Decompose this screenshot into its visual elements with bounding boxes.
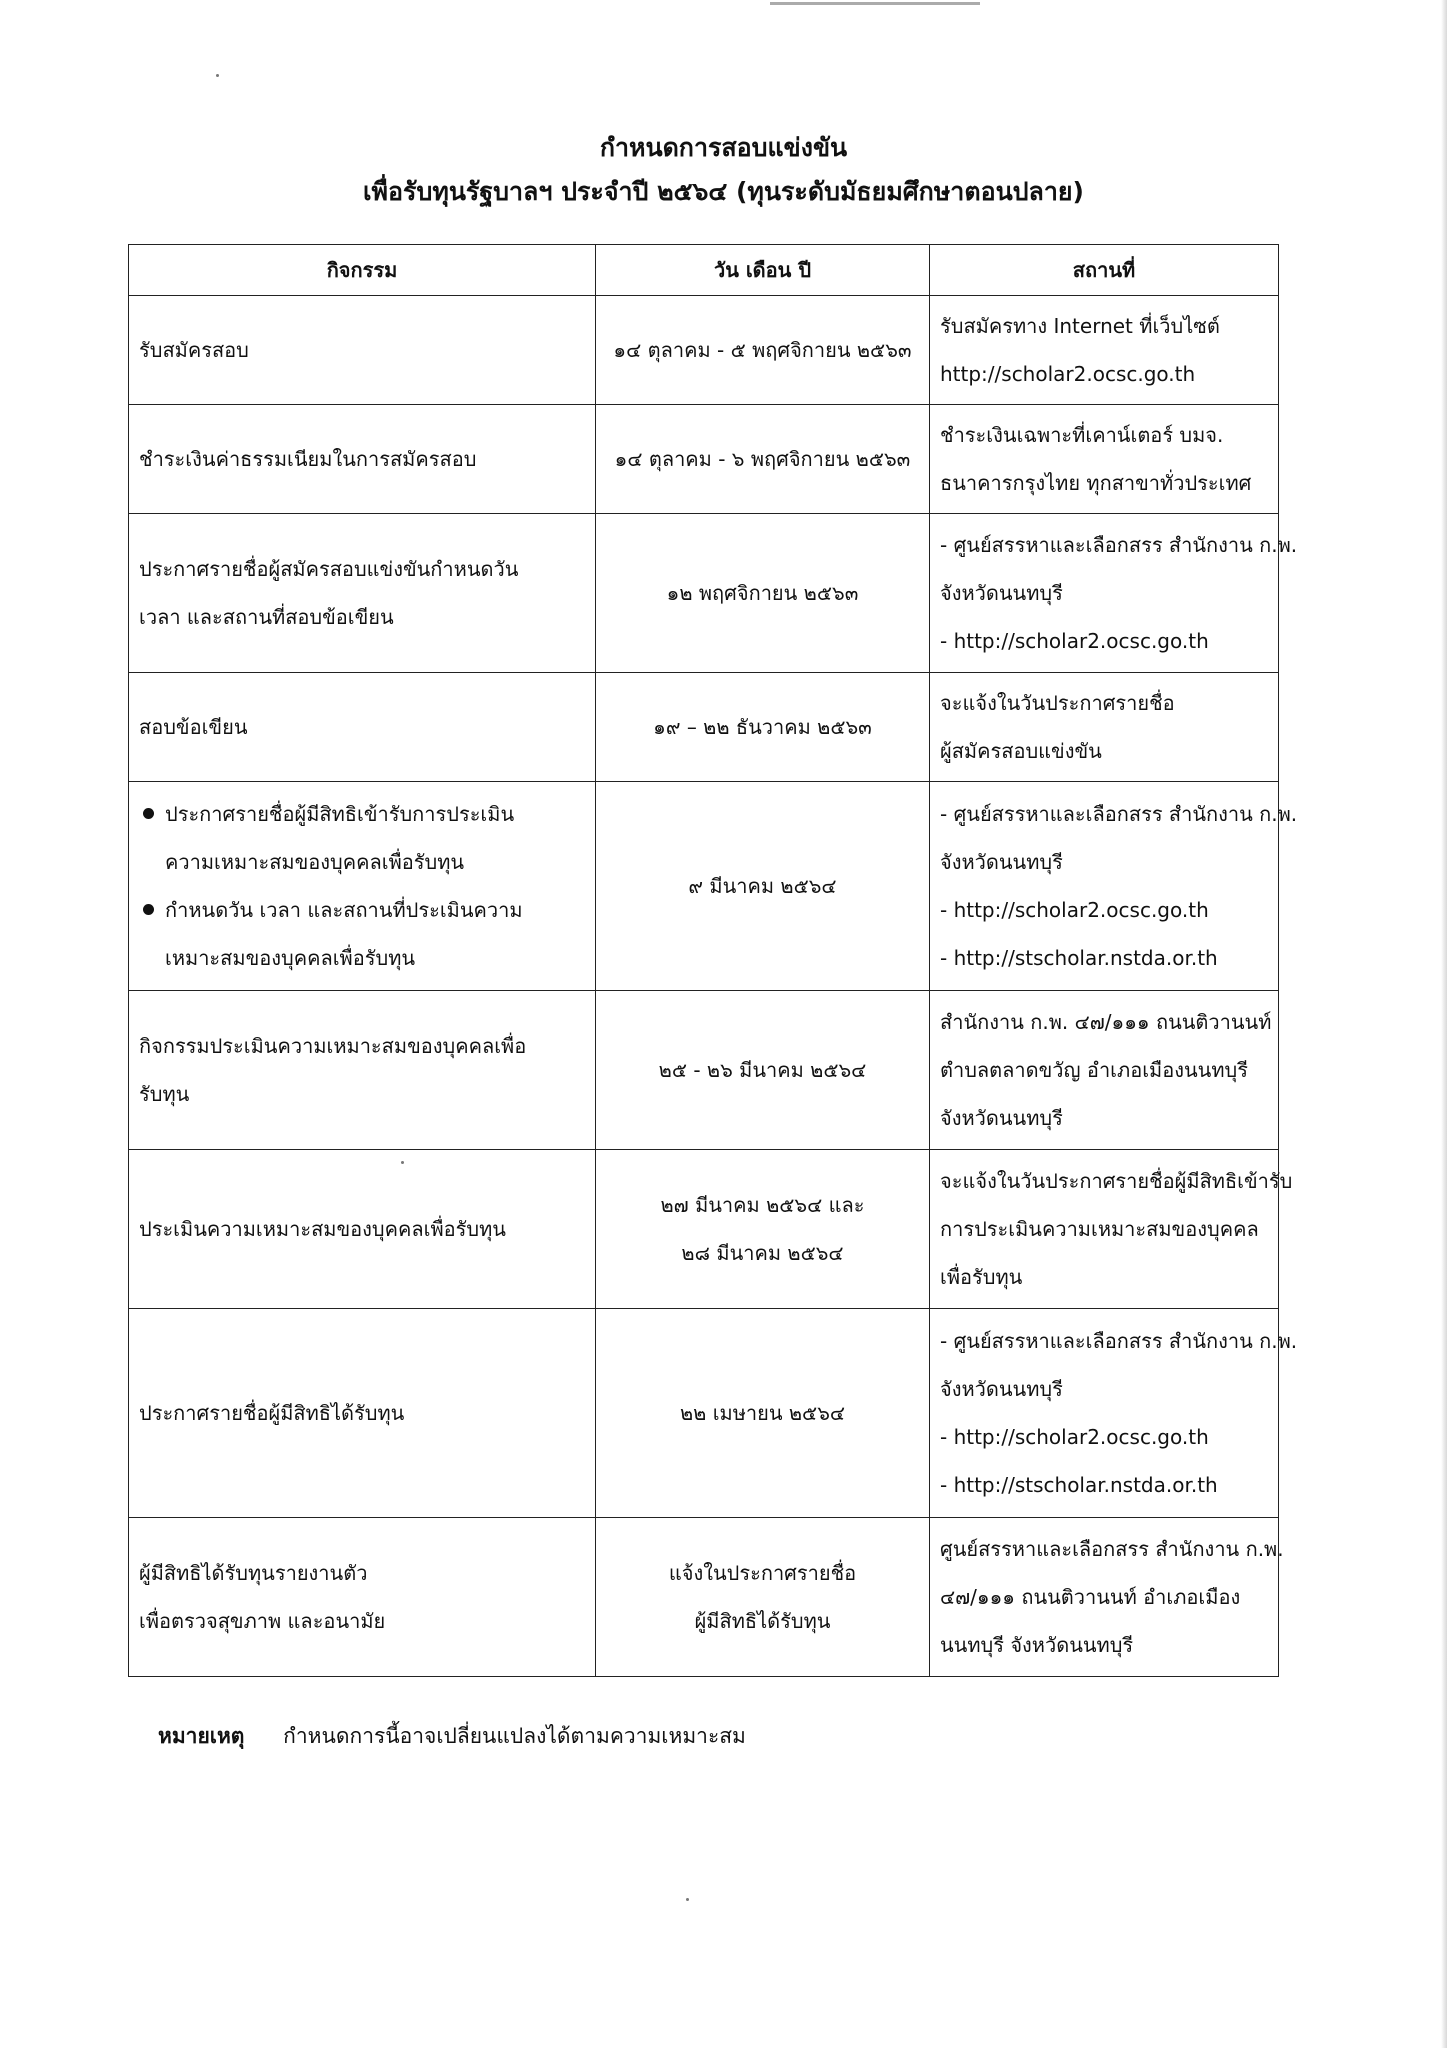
place-text: ตำบลตลาดขวัญ อำเภอเมืองนนทบุรี [940, 1058, 1248, 1082]
place-text: - ศูนย์สรรหาและเลือกสรร สำนักงาน ก.พ. [940, 1329, 1298, 1353]
date-cell [596, 782, 930, 991]
table-row [129, 673, 1279, 782]
place-text: จังหวัดนนทบุรี [940, 850, 1063, 874]
column-header-date: วัน เดือน ปี [596, 245, 930, 296]
date-cell [596, 1150, 930, 1309]
date-cell [596, 1518, 930, 1677]
date-cell [596, 673, 930, 782]
place-cell [930, 782, 1298, 991]
activity-cell [129, 296, 596, 405]
activity-text: ความเหมาะสมของบุคคลเพื่อรับทุน [165, 850, 465, 874]
place-text: ผู้สมัครสอบแข่งขัน [940, 739, 1102, 763]
place-cell [930, 405, 1279, 514]
activity-text: เหมาะสมของบุคคลเพื่อรับทุน [165, 946, 416, 970]
date-text: ๑๙ – ๒๒ ธันวาคม ๒๕๖๓ [653, 715, 872, 739]
bullet-item [139, 886, 585, 982]
place-text: ๔๗/๑๑๑ ถนนติวานนท์ อำเภอเมือง [940, 1585, 1241, 1609]
place-text: เพื่อรับทุน [940, 1265, 1023, 1289]
activity-text: รับสมัครสอบ [139, 338, 249, 362]
date-text: ๙ มีนาคม ๒๕๖๔ [688, 874, 837, 898]
activity-cell [129, 782, 596, 991]
activity-text: สอบข้อเขียน [139, 715, 248, 739]
place-text: ศูนย์สรรหาและเลือกสรร สำนักงาน ก.พ. [940, 1537, 1284, 1561]
place-text: รับสมัครทาง Internet ที่เว็บไซต์ [940, 314, 1220, 338]
activity-text: ผู้มีสิทธิได้รับทุนรายงานตัว [139, 1561, 368, 1585]
activity-text: ประกาศรายชื่อผู้สมัครสอบแข่งขันกำหนดวัน [139, 557, 519, 581]
activity-text: เวลา และสถานที่สอบข้อเขียน [139, 605, 394, 629]
activity-text: รับทุน [139, 1082, 190, 1106]
activity-cell [129, 1309, 596, 1518]
activity-cell [129, 405, 596, 514]
place-cell [930, 991, 1279, 1150]
activity-text: ชำระเงินค่าธรรมเนียมในการสมัครสอบ [139, 447, 477, 471]
date-cell [596, 991, 930, 1150]
place-cell [930, 1150, 1293, 1309]
place-link: - http://scholar2.ocsc.go.th [940, 1425, 1209, 1449]
date-cell [596, 514, 930, 673]
date-text: ๒๒ เมษายน ๒๕๖๔ [679, 1401, 846, 1425]
place-cell [930, 1518, 1284, 1677]
footnote-text: กำหนดการนี้อาจเปลี่ยนแปลงได้ตามความเหมาะสม [283, 1724, 746, 1748]
place-link: - http://stscholar.nstda.or.th [940, 1473, 1218, 1497]
scan-edge-mark [770, 2, 980, 5]
place-text: นนทบุรี จังหวัดนนทบุรี [940, 1633, 1134, 1657]
place-text: จะแจ้งในวันประกาศรายชื่อ [940, 691, 1175, 715]
table-row [129, 405, 1279, 514]
place-cell [930, 514, 1298, 673]
date-text: ๒๕ - ๒๖ มีนาคม ๒๕๖๔ [658, 1058, 867, 1082]
document-subtitle: เพื่อรับทุนรัฐบาลฯ ประจำปี ๒๕๖๔ (ทุนระดับมัธยมศึกษาตอนปลาย) [363, 177, 1084, 206]
place-text: ชำระเงินเฉพาะที่เคาน์เตอร์ บมจ. [940, 423, 1224, 447]
date-text: ๒๘ มีนาคม ๒๕๖๔ [681, 1241, 844, 1265]
activity-text: ประกาศรายชื่อผู้มีสิทธิเข้ารับการประเมิน [165, 802, 515, 826]
activity-text: ประเมินความเหมาะสมของบุคคลเพื่อรับทุน [139, 1217, 506, 1241]
date-text: ๑๔ ตุลาคม - ๕ พฤศจิกายน ๒๕๖๓ [613, 338, 912, 362]
activity-text: ประกาศรายชื่อผู้มีสิทธิได้รับทุน [139, 1401, 405, 1425]
table-header-row [129, 245, 1279, 296]
activity-cell [129, 673, 596, 782]
column-header-place: สถานที่ [930, 245, 1279, 296]
bullet-item [139, 790, 585, 886]
table-row [129, 1309, 1279, 1518]
date-cell [596, 405, 930, 514]
place-text: ธนาคารกรุงไทย ทุกสาขาทั่วประเทศ [940, 471, 1252, 495]
place-text: จังหวัดนนทบุรี [940, 581, 1063, 605]
table-row [129, 991, 1279, 1150]
date-text: ๒๗ มีนาคม ๒๕๖๔ และ [660, 1193, 865, 1217]
scan-speck [686, 1898, 689, 1901]
activity-text: กิจกรรมประเมินความเหมาะสมของบุคคลเพื่อ [139, 1034, 527, 1058]
place-text: จะแจ้งในวันประกาศรายชื่อผู้มีสิทธิเข้ารับ [940, 1169, 1293, 1193]
footnote-label: หมายเหตุ [158, 1724, 245, 1748]
place-cell [930, 1309, 1298, 1518]
scan-speck [216, 74, 219, 77]
place-text: จังหวัดนนทบุรี [940, 1377, 1063, 1401]
column-header-activity: กิจกรรม [129, 245, 596, 296]
activity-cell [129, 1518, 596, 1677]
place-link: - http://scholar2.ocsc.go.th [940, 898, 1209, 922]
place-cell [930, 673, 1279, 782]
table-row [129, 782, 1279, 991]
table-row [129, 514, 1279, 673]
date-cell [596, 296, 930, 405]
activity-cell [129, 991, 596, 1150]
date-text: ผู้มีสิทธิได้รับทุน [694, 1609, 831, 1633]
activity-cell [129, 514, 596, 673]
place-text: การประเมินความเหมาะสมของบุคคล [940, 1217, 1259, 1241]
place-link: http://scholar2.ocsc.go.th [940, 362, 1196, 386]
date-text: ๑๒ พฤศจิกายน ๒๕๖๓ [666, 581, 859, 605]
date-cell [596, 1309, 930, 1518]
date-text: ๑๔ ตุลาคม - ๖ พฤศจิกายน ๒๕๖๓ [614, 447, 911, 471]
place-link: - http://scholar2.ocsc.go.th [940, 629, 1209, 653]
activity-text: กำหนดวัน เวลา และสถานที่ประเมินความ [165, 898, 523, 922]
activity-cell [129, 1150, 596, 1309]
place-text: จังหวัดนนทบุรี [940, 1106, 1063, 1130]
place-text: - ศูนย์สรรหาและเลือกสรร สำนักงาน ก.พ. [940, 533, 1298, 557]
activity-text: เพื่อตรวจสุขภาพ และอนามัย [139, 1609, 386, 1633]
place-link: - http://stscholar.nstda.or.th [940, 946, 1218, 970]
scan-right-edge [1441, 0, 1447, 2048]
table-row [129, 296, 1279, 405]
schedule-table [128, 244, 1298, 1677]
place-cell [930, 296, 1279, 405]
table-row [129, 1518, 1279, 1677]
date-text: แจ้งในประกาศรายชื่อ [668, 1561, 857, 1585]
table-row [129, 1150, 1279, 1309]
footnote [158, 1716, 746, 1756]
place-text: - ศูนย์สรรหาและเลือกสรร สำนักงาน ก.พ. [940, 802, 1298, 826]
place-text: สำนักงาน ก.พ. ๔๗/๑๑๑ ถนนติวานนท์ [940, 1010, 1272, 1034]
document-title: กำหนดการสอบแข่งขัน [599, 133, 848, 162]
